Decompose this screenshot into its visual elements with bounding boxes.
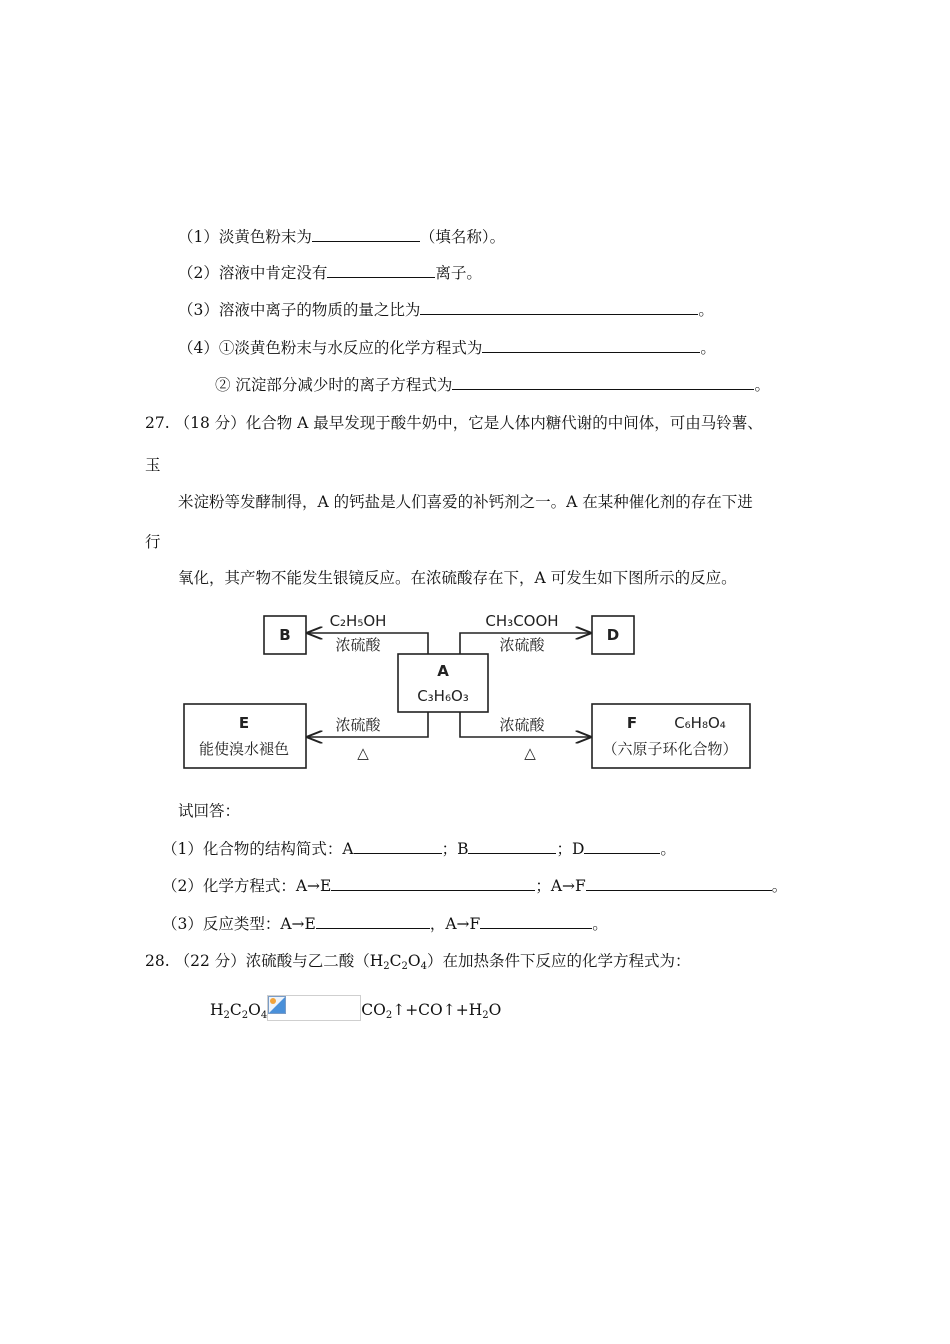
q27-answer2: （2）化学方程式：A→E ；A→F 。 <box>162 877 788 895</box>
box-F <box>592 704 750 768</box>
reagent-acetic-acid: CH₃COOH <box>485 612 559 630</box>
reagent-ethanol: C₂H₅OH <box>329 612 387 630</box>
answer-blank-A[interactable] <box>354 839 442 854</box>
q27-stem-line2: 米淀粉等发酵制得，A 的钙盐是人们喜爱的补钙剂之一。A 在某种催化剂的存在下进 <box>178 493 753 511</box>
heat-symbol-F: △ <box>524 744 536 762</box>
answer-blank-AE-type[interactable] <box>316 914 430 929</box>
box-F-formula: C₆H₈O₄ <box>674 714 726 732</box>
box-B-label: B <box>279 626 291 644</box>
acid-label-F: 浓硫酸 <box>499 716 545 734</box>
answer-blank[interactable] <box>420 300 698 315</box>
q27-answer1: （1）化合物的结构简式：A ；B ；D 。 <box>162 840 676 858</box>
q27-stem-line1: 27. （18 分）化合物 A 最早发现于酸牛奶中，它是人体内糖代谢的中间体，可由马铃薯、 <box>145 414 763 432</box>
acid-label-B: 浓硫酸 <box>335 636 381 654</box>
try-answer: 试回答： <box>178 802 241 820</box>
answer-blank-AF-eq[interactable] <box>586 876 772 891</box>
heat-symbol-E: △ <box>357 744 369 762</box>
answer-blank[interactable] <box>452 375 754 390</box>
q26-part4: （4）①淡黄色粉末与水反应的化学方程式为 。 <box>178 339 716 357</box>
answer-blank-AF-type[interactable] <box>480 914 592 929</box>
box-F-label: F <box>626 714 638 732</box>
box-E-label: E <box>238 714 250 732</box>
q27-stem-wrap1: 玉 <box>145 456 161 474</box>
answer-blank-B[interactable] <box>468 839 556 854</box>
q28-equation: $H_2C_2O_4$ $CO_2↑+CO↑+H_2O$ <box>210 995 501 1021</box>
box-D-label: D <box>606 626 620 644</box>
q26-part3: （3）溶液中离子的物质的量之比为 。 <box>178 301 714 319</box>
answer-blank[interactable] <box>312 227 420 242</box>
acid-label-D: 浓硫酸 <box>499 636 545 654</box>
q27-answer3: （3）反应类型：A→E ，A→F 。 <box>162 915 608 933</box>
q26-part2: （2）溶液中肯定没有 离子。 <box>178 264 482 282</box>
answer-blank-D[interactable] <box>584 839 660 854</box>
q28-stem: 28. （22 分）浓硫酸与乙二酸$(H_2C_2O_4)$在加热条件下反应的化学方程式为： <box>145 952 691 972</box>
reaction-diagram <box>178 606 758 776</box>
q27-stem-wrap2: 行 <box>145 533 161 551</box>
box-A-label: A <box>437 662 449 680</box>
answer-blank[interactable] <box>327 263 435 278</box>
q26-part1: （1）淡黄色粉末为 （填名称）。 <box>178 228 506 246</box>
box-A-formula: C₃H₆O₃ <box>417 687 469 705</box>
broken-image-placeholder <box>267 995 361 1021</box>
acid-label-E: 浓硫酸 <box>335 716 381 734</box>
answer-blank-AE-eq[interactable] <box>331 876 535 891</box>
q27-stem-line3: 氧化，其产物不能发生银镜反应。在浓硫酸存在下，A 可发生如下图所示的反应。 <box>178 569 737 587</box>
broken-image-icon <box>268 996 286 1014</box>
box-E-desc: 能使溴水褪色 <box>198 740 290 758</box>
box-F-desc: （六原子环化合物） <box>602 740 738 758</box>
q26-part4-2: ② 沉淀部分减少时的离子方程式为 。 <box>215 376 770 394</box>
reaction-diagram-svg <box>178 606 758 776</box>
answer-blank[interactable] <box>482 338 700 353</box>
